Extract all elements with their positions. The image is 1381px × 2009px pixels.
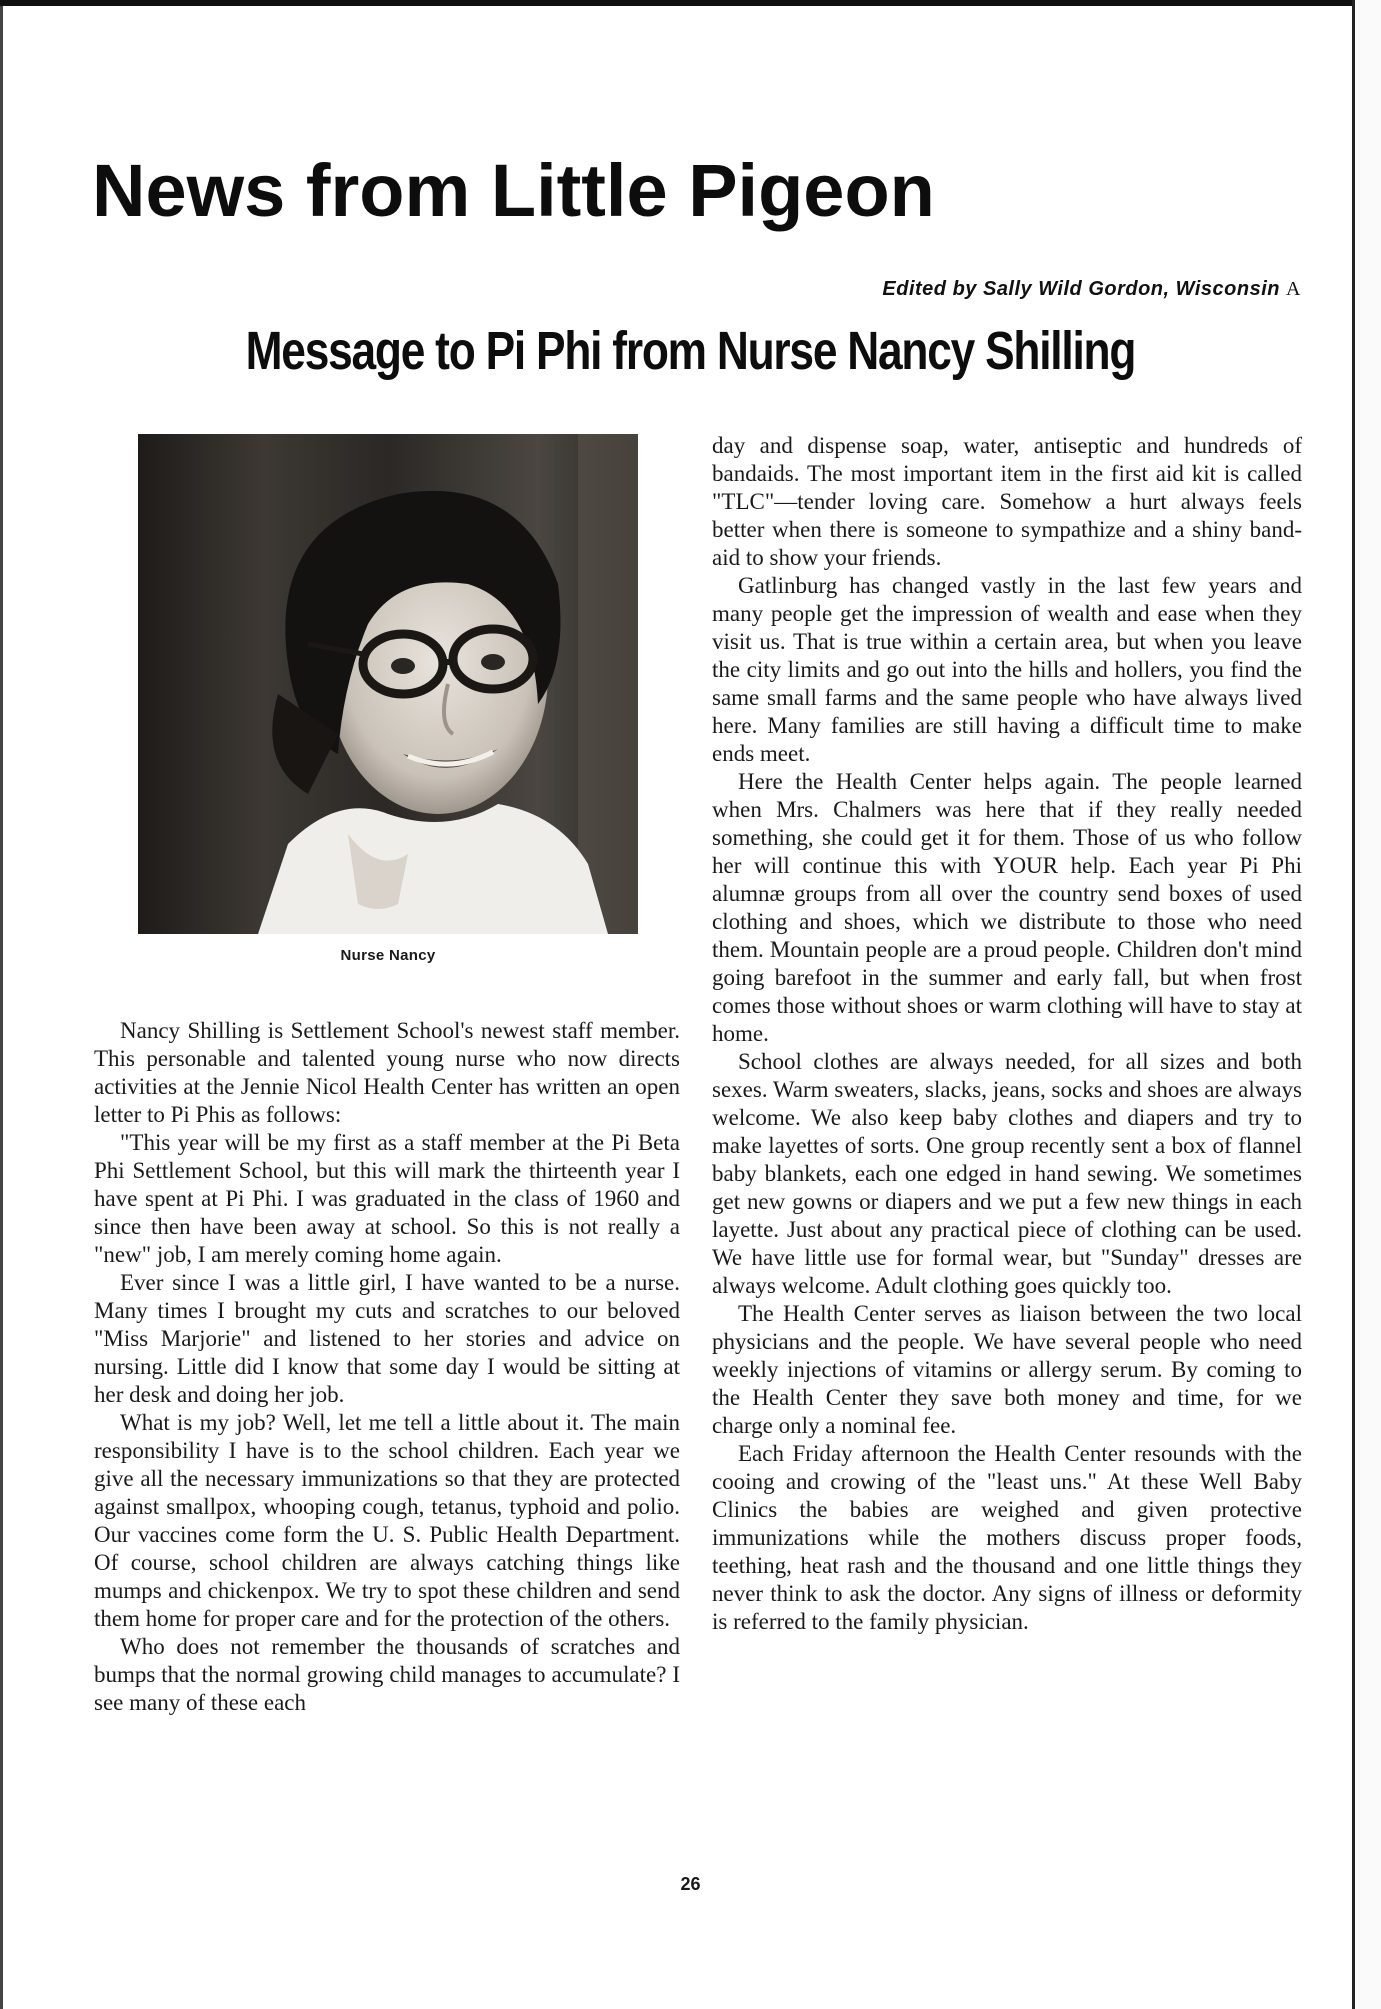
paragraph: day and dispense soap, water, antiseptic and hundreds of bandaids. The most important item in the first aid kit is called "TLC"—tender loving care. Somehow a hurt always feels better when there is someone to sympathize and a shiny band-aid to show your friends. (712, 433, 1302, 570)
scan-left-edge (0, 0, 3, 2009)
editor-credit (882, 278, 1301, 301)
left-column (94, 1017, 680, 1717)
page-title: News from Little Pigeon (92, 149, 935, 232)
paragraph: "This year will be my first as a staff member at the Pi Beta Phi Settlement School, but this will mark the thirteenth year I have spent at Pi Phi. I was graduated in the class of 1960 and since then have been away at school. So this is not really a "new" job, I am merely coming home again. (94, 1130, 680, 1267)
right-column (712, 432, 1302, 1636)
paragraph: School clothes are always needed, for all sizes and both sexes. Warm sweaters, slacks, jeans, socks and shoes are always welcome. We also keep baby clothes and diapers and try to make layettes of sorts. One group recently sent a box of flannel baby blankets, each one edged in hand sewing. We sometimes get new gowns or diapers and we put a few new things in each layette. Just about any practical piece of clothing can be used. We have little use for formal wear, but "Sunday" dresses are always welcome. Adult clothing goes quickly too. (712, 1049, 1302, 1298)
paragraph: What is my job? Well, let me tell a little about it. The main responsibility I have is to the school children. Each year we give all the necessary immunizations so that they are protected against smallpox, whooping cough, tetanus, typhoid and polio. Our vaccines come form the U. S. Public Health Department. Of course, school children are always catching things like mumps and chickenpox. We try to spot these children and send them home for proper care and for the protection of the others. (94, 1410, 680, 1631)
paragraph: Ever since I was a little girl, I have wanted to be a nurse. Many times I brought my cuts and scratches to our beloved "Miss Marjorie" and listened to her stories and advice on nursing. Little did I know that some day I would be sitting at her desk and doing her job. (94, 1270, 680, 1407)
editor-chapter: A (1286, 278, 1301, 300)
paragraph: The Health Center serves as liaison between the two local physicians and the people. We have several people who need weekly injections of vitamins or allergy serum. By coming to the Health Center they save both money and time, for we charge only a nominal fee. (712, 1301, 1302, 1438)
paragraph: Each Friday afternoon the Health Center resounds with the cooing and crowing of the "least uns." At these Well Baby Clinics the babies are weighed and given protective immunizations while the mothers discuss proper foods, teething, heat rash and the thousand and one little things they never think to ask the doctor. Any signs of illness or deformity is referred to the family physician. (712, 1441, 1302, 1634)
portrait-illustration (138, 434, 638, 934)
scan-right-edge (1352, 0, 1381, 2009)
scan-top-border (0, 0, 1381, 6)
article-headline: Message to Pi Phi from Nurse Nancy Shilling (245, 321, 1136, 381)
photo-caption: Nurse Nancy (340, 947, 436, 964)
editor-name: Edited by Sally Wild Gordon, Wisconsin (882, 278, 1280, 300)
portrait-photo (138, 434, 638, 934)
paragraph: Here the Health Center helps again. The people learned when Mrs. Chalmers was here that if they really needed something, she could get it for them. Those of us who follow her will continue this with YOUR help. Each year Pi Phi alumnæ groups from all over the country send boxes of used clothing and shoes, which we distribute to those who need them. Mountain people are a proud people. Children don't mind going barefoot in the summer and early fall, but when frost comes those without shoes or warm clothing will have to stay at home. (712, 769, 1302, 1046)
page-number: 26 (680, 1874, 701, 1894)
paragraph: Who does not remember the thousands of scratches and bumps that the normal growing child manages to accumulate? I see many of these each (94, 1634, 680, 1715)
paragraph: Nancy Shilling is Settlement School's newest staff member. This personable and talented young nurse who now directs activities at the Jennie Nicol Health Center has written an open letter to Pi Phis as follows: (94, 1018, 680, 1127)
paragraph: Gatlinburg has changed vastly in the last few years and many people get the impression of wealth and ease when they visit us. That is true within a certain area, but when you leave the city limits and go out into the hills and hollers, you find the same small farms and the same people who have always lived here. Many families are still having a difficult time to make ends meet. (712, 573, 1302, 766)
